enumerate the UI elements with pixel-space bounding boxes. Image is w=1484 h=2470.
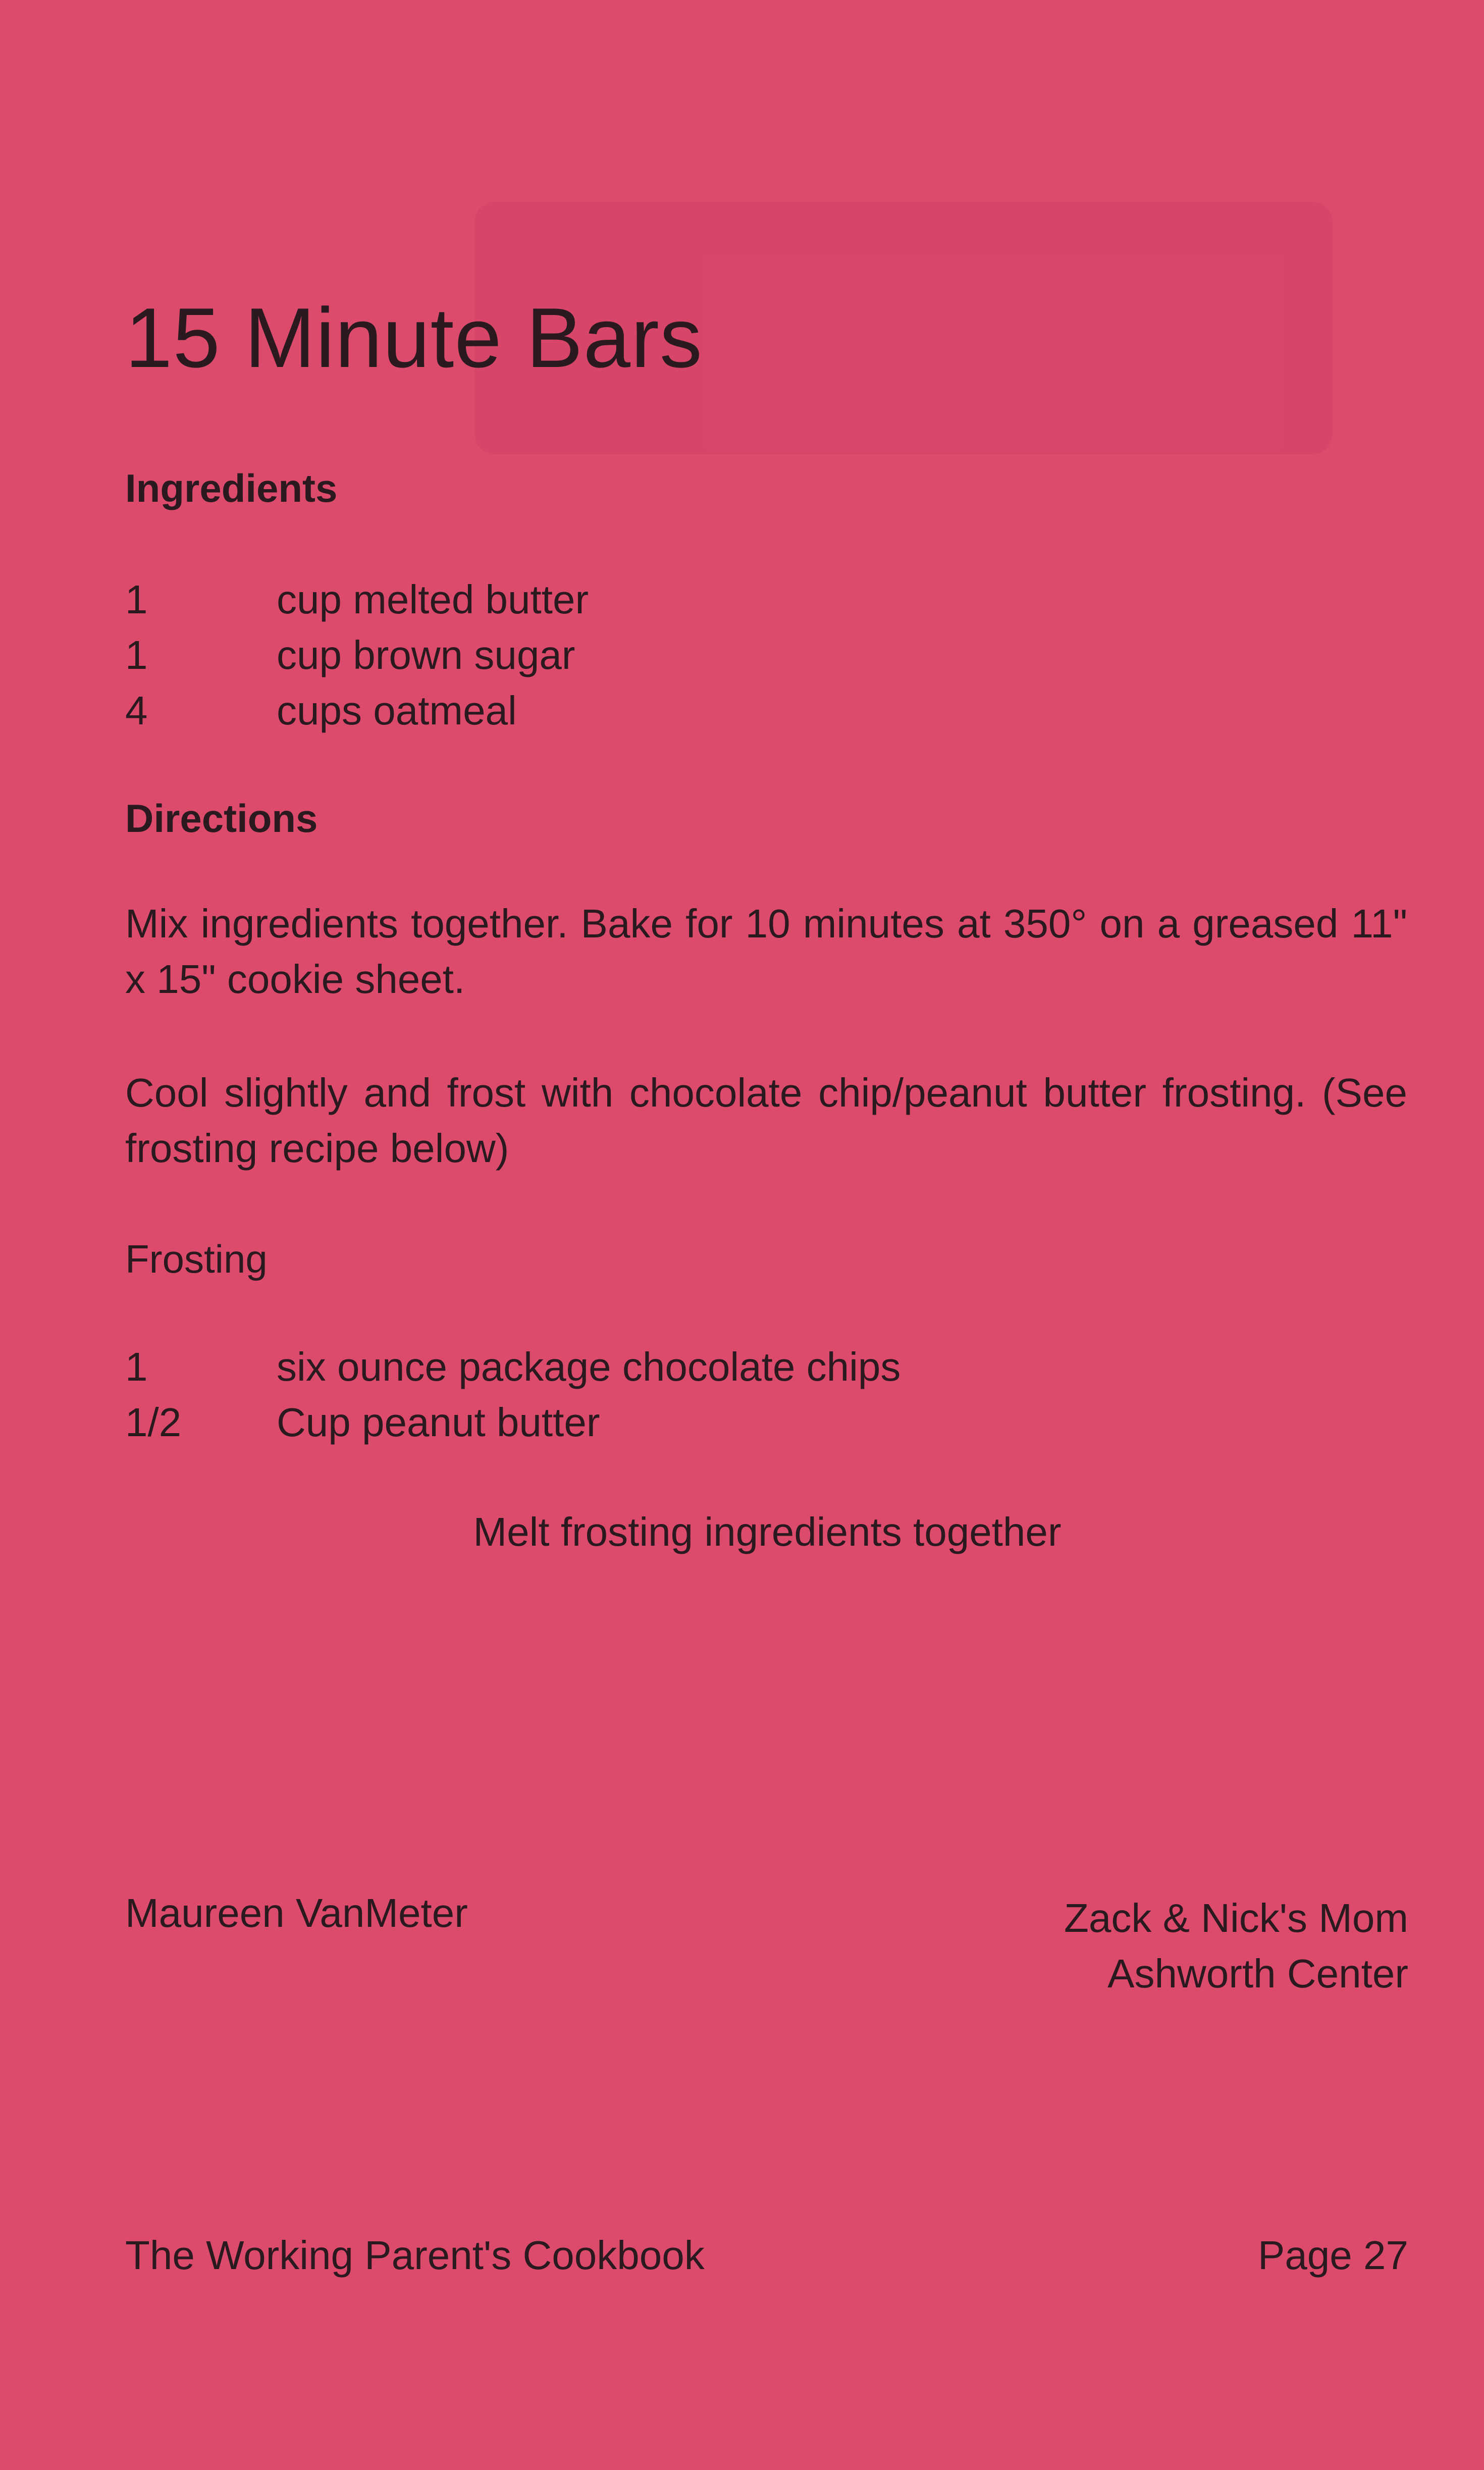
frosting-ingredient-item	[125, 1402, 900, 1458]
recipe-title: 15 Minute Bars	[125, 290, 703, 385]
ingredient-qty: 1	[125, 633, 148, 677]
ingredient-item	[125, 577, 589, 635]
ingredient-name: cup melted butter	[277, 577, 589, 622]
ingredient-qty: 1	[125, 577, 148, 622]
directions-step-2: Cool slightly and frost with chocolate chip/peanut butter frosting. (See frosting recipe below)	[125, 1070, 1407, 1171]
directions-heading: Directions	[125, 796, 318, 840]
ingredient-name: cups oatmeal	[277, 688, 517, 733]
contributor-location: Ashworth Center	[1107, 1951, 1408, 1996]
ingredients-list	[125, 577, 589, 746]
contributor-affiliation	[1064, 1890, 1408, 2002]
frosting-ingredient-qty: 1	[125, 1344, 148, 1389]
contributor-name: Maureen VanMeter	[125, 1890, 468, 1935]
book-title: The Working Parent's Cookbook	[125, 2233, 705, 2278]
ingredient-item	[125, 635, 589, 691]
frosting-ingredients-list	[125, 1344, 901, 1458]
contributor-relation: Zack & Nick's Mom	[1064, 1896, 1408, 1940]
directions-step-1: Mix ingredients together. Bake for 10 minutes at 350° on a greased 11" x 15" cookie sheet.	[125, 901, 1407, 1002]
page-number: Page 27	[1257, 2233, 1408, 2278]
frosting-ingredient-name: Cup peanut butter	[277, 1400, 600, 1445]
frosting-ingredient-qty: 1/2	[125, 1400, 182, 1445]
ingredient-item	[125, 688, 589, 746]
ingredient-name: cup brown sugar	[277, 633, 575, 677]
frosting-ingredient-item	[125, 1344, 901, 1402]
ingredients-heading: Ingredients	[125, 466, 338, 510]
ingredient-qty: 4	[125, 688, 148, 733]
frosting-heading: Frosting	[125, 1237, 268, 1281]
frosting-ingredient-name: six ounce package chocolate chips	[277, 1344, 901, 1389]
frosting-instruction: Melt frosting ingredients together	[473, 1509, 1062, 1554]
